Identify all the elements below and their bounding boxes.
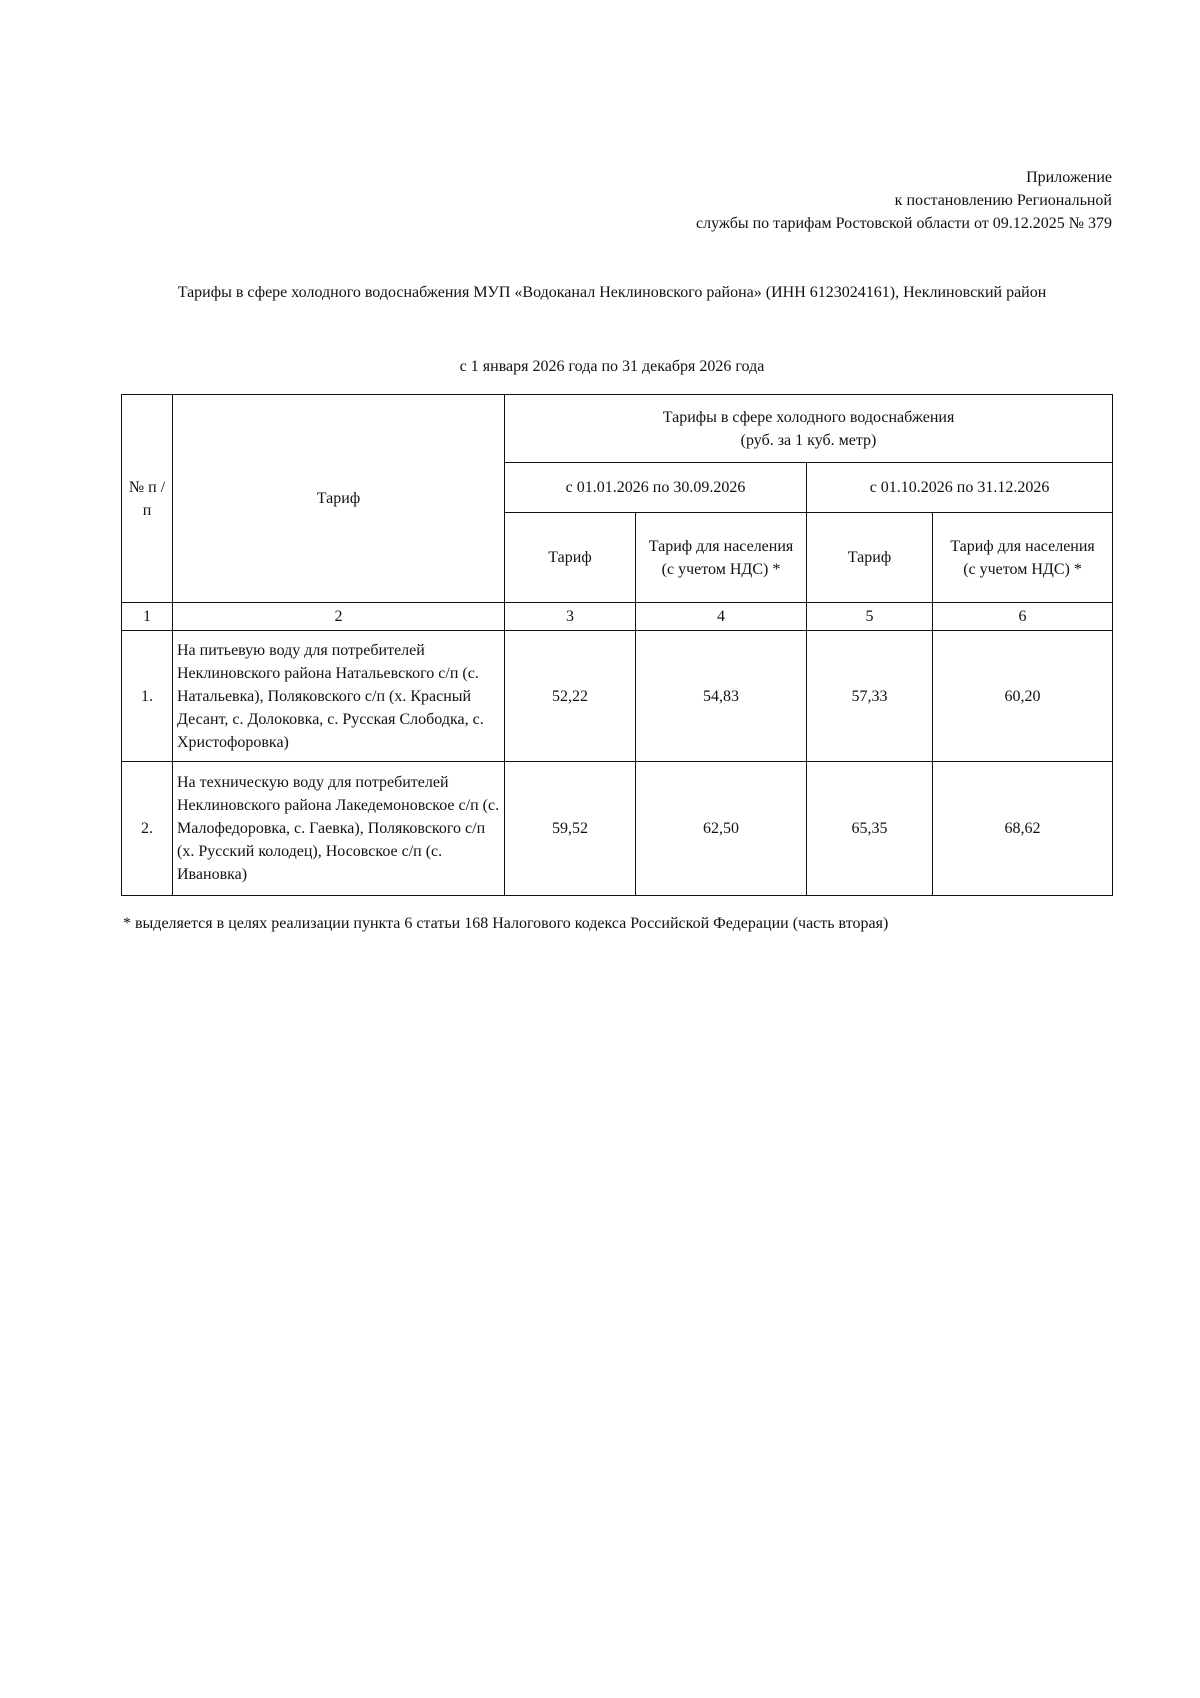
table-row <box>122 762 1113 896</box>
header-tariff-group <box>505 395 1113 463</box>
row-p2-population: 68,62 <box>933 762 1113 896</box>
row-p2-tariff: 57,33 <box>807 631 933 762</box>
header-tariff: Тариф <box>173 395 505 603</box>
appendix-line-3: службы по тарифам Ростовской области от 09.12.2025 № 379 <box>695 215 1112 232</box>
row-description: На техническую воду для потребителей Неклиновского района Лакедемоновское с/п (с. Малофедоровка, с. Гаевка), Поляковского с/п (х. Русский колодец), Носовское с/п (с. Ивановка) <box>173 762 505 896</box>
table-row <box>122 631 1113 762</box>
footnote: * выделяется в целях реализации пункта 6 статьи 168 Налогового кодекса Российской Федерации (часть вторая) <box>123 915 889 932</box>
header-p1-population-line-2: (с учетом НДС) * <box>661 560 781 578</box>
header-p1-population <box>636 513 807 603</box>
column-number-row <box>122 603 1113 631</box>
column-number: 4 <box>636 603 807 631</box>
header-p2-population-line-1: Тариф для населения <box>950 537 1095 555</box>
row-p1-tariff: 52,22 <box>505 631 636 762</box>
column-number: 3 <box>505 603 636 631</box>
header-p2-population-line-2: (с учетом НДС) * <box>963 560 1082 578</box>
appendix-line-2: к постановлению Региональной <box>894 192 1112 209</box>
header-number: № п /п <box>122 395 173 603</box>
column-number: 1 <box>122 603 173 631</box>
tariffs-table <box>121 394 1113 896</box>
header-period-1: с 01.01.2026 по 30.09.2026 <box>505 463 807 513</box>
appendix-header <box>696 166 1112 235</box>
column-number: 6 <box>933 603 1113 631</box>
row-p1-population: 62,50 <box>636 762 807 896</box>
document-title: Тарифы в сфере холодного водоснабжения МУП «Водоканал Неклиновского района» (ИНН 6123024161), Неклиновский район <box>177 284 1047 301</box>
row-p1-tariff: 59,52 <box>505 762 636 896</box>
appendix-line-1: Приложение <box>1026 169 1112 186</box>
row-p2-population: 60,20 <box>933 631 1113 762</box>
header-group-line-1: Тарифы в сфере холодного водоснабжения <box>662 408 955 426</box>
header-p1-population-line-1: Тариф для населения <box>648 537 794 555</box>
row-p2-tariff: 65,35 <box>807 762 933 896</box>
row-p1-population: 54,83 <box>636 631 807 762</box>
row-number: 2. <box>122 762 173 896</box>
header-p2-population <box>933 513 1113 603</box>
row-number: 1. <box>122 631 173 762</box>
header-group-line-2: (руб. за 1 куб. метр) <box>740 431 877 449</box>
header-p1-tariff: Тариф <box>505 513 636 603</box>
header-period-2: с 01.10.2026 по 31.12.2026 <box>807 463 1113 513</box>
column-number: 5 <box>807 603 933 631</box>
row-description: На питьевую воду для потребителей Неклиновского района Натальевского с/п (с. Натальевка), Поляковского с/п (х. Красный Десант, с. Долоковка, с. Русская Слободка, с. Христофоровка) <box>173 631 505 762</box>
validity-period: с 1 января 2026 года по 31 декабря 2026 года <box>459 358 765 375</box>
column-number: 2 <box>173 603 505 631</box>
header-p2-tariff: Тариф <box>807 513 933 603</box>
